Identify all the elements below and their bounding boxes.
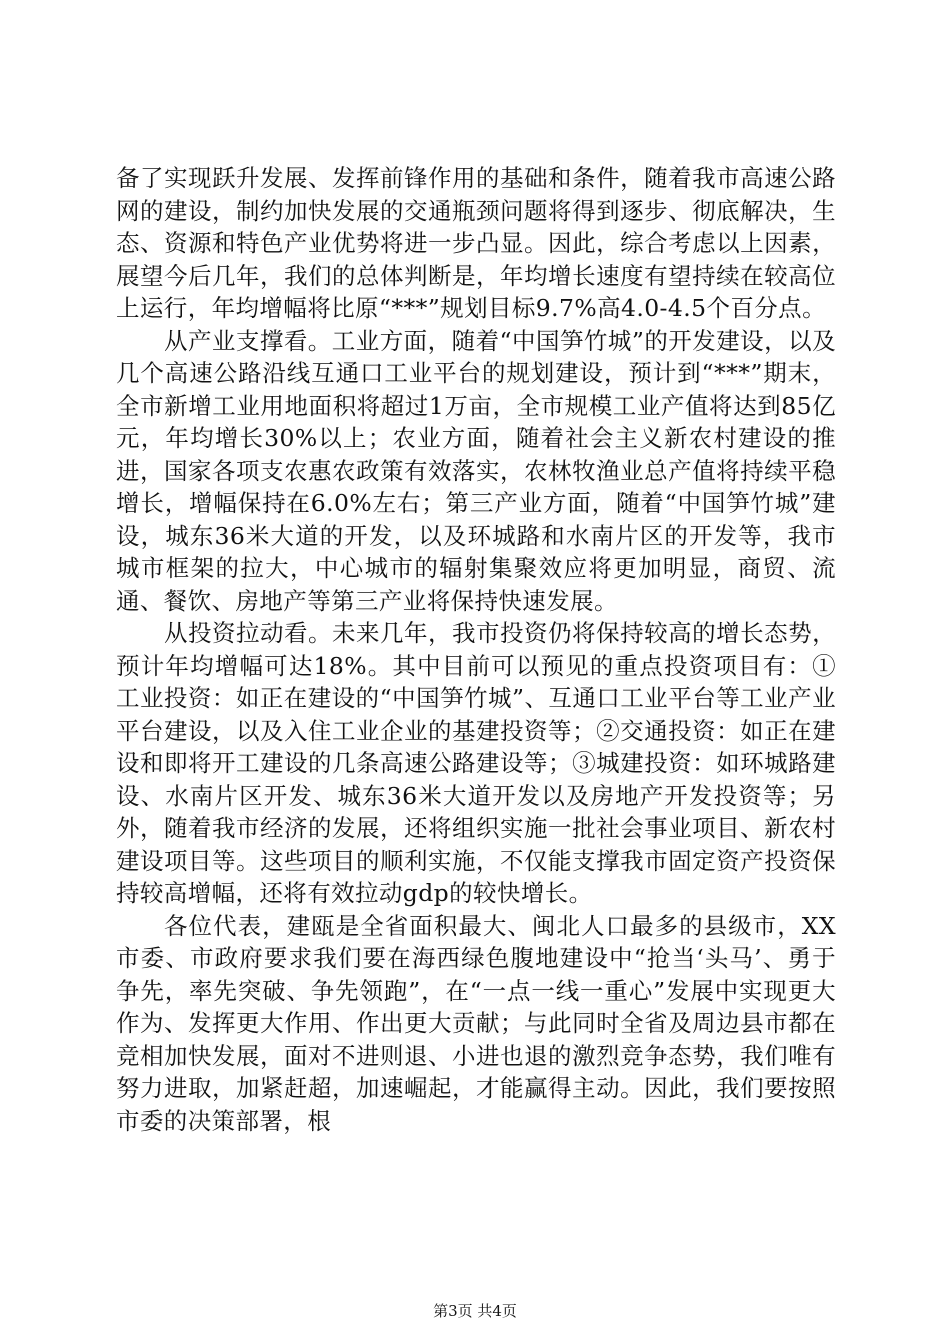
paragraph-industry-support: 从产业支撑看。工业方面，随着“中国笋竹城”的开发建设，以及几个高速公路沿线互通口工业平台的规划建设，预计到“***”期末，全市新增工业用地面积将超过1万亩，全市规模工业产值将达到85亿元，年均增长30%以上；农业方面，随着社会主义新农村建设的推进，国家各项支农惠农政策有效落实，农林牧渔业总产值将持续平稳增长，增幅保持在6.0%左右；第三产业方面，随着“中国笋竹城”建设，城东36米大道的开发，以及环城路和水南片区的开发等，我市城市框架的拉大，中心城市的辐射集聚效应将更加明显，商贸、流通、餐饮、房地产等第三产业将保持快速发展。 [116,326,836,615]
paragraph-continuation: 备了实现跃升发展、发挥前锋作用的基础和条件，随着我市高速公路网的建设，制约加快发展的交通瓶颈问题将得到逐步、彻底解决，生态、资源和特色产业优势将进一步凸显。因此，综合考虑以上因素，展望今后几年，我们的总体判断是，年均增长速度有望持续在较高位上运行，年均增幅将比原“***”规划目标9.7%高4.0-4.5个百分点。 [116,164,836,322]
page-footer: 第3页 共4页 [433,1302,517,1320]
document-body [116,162,836,1137]
paragraph-investment: 从投资拉动看。未来几年，我市投资仍将保持较高的增长态势，预计年均增幅可达18%。其中目前可以预见的重点投资项目有：①工业投资：如正在建设的“中国笋竹城”、互通口工业平台等工业产业平台建设，以及入住工业企业的基建投资等；②交通投资：如正在建设和即将开工建设的几条高速公路建设等；③城建投资：如环城路建设、水南片区开发、城东36米大道开发以及房地产开发投资等；另外，随着我市经济的发展，还将组织实施一批社会事业项目、新农村建设项目等。这些项目的顺利实施，不仅能支撑我市固定资产投资保持较高增幅，还将有效拉动gdp的较快增长。 [116,619,836,907]
paragraph-delegates: 各位代表，建瓯是全省面积最大、闽北人口最多的县级市，XX市委、市政府要求我们要在海西绿色腹地建设中“抢当‘头马’、勇于争先，率先突破、争先领跑”，在“一点一线一重心”发展中实现更大作为、发挥更大作用、作出更大贡献；与此同时全省及周边县市都在竞相加快发展，面对不进则退、小进也退的激烈竞争态势，我们唯有努力进取，加紧赶超，加速崛起，才能赢得主动。因此，我们要按照市委的决策部署，根 [116,911,836,1135]
